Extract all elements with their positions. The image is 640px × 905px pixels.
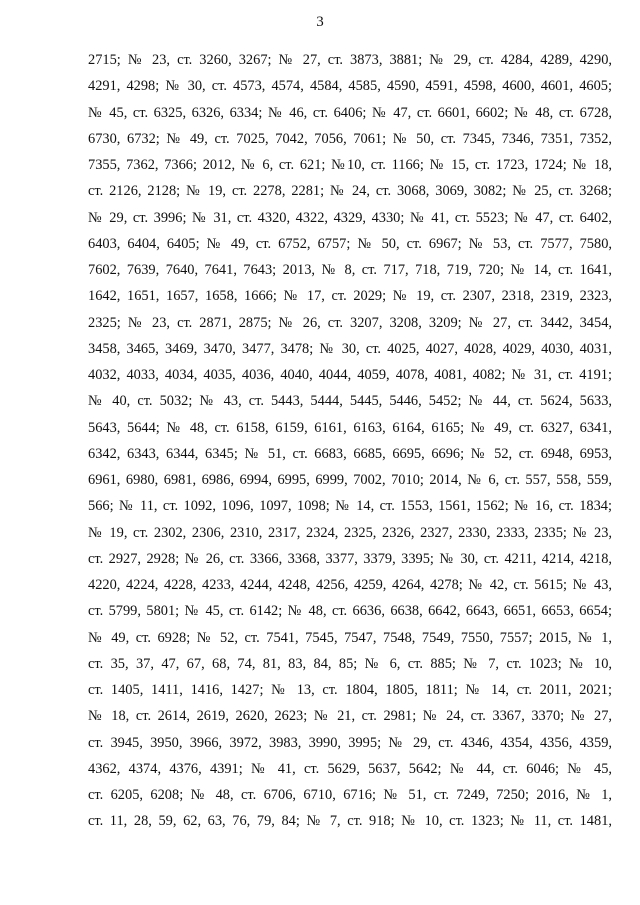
text-line: ст. 5799, 5801; № 45, ст. 6142; № 48, ст. 6636, 6638, 6642, 6643, 6651, 6653, 6654; xyxy=(88,603,612,620)
text-line: ст. 6205, 6208; № 48, ст. 6706, 6710, 6716; № 51, ст. 7249, 7250; 2016, № 1, xyxy=(88,787,612,803)
text-line: 3458, 3465, 3469, 3470, 3477, 3478; № 30, ст. 4025, 4027, 4028, 4029, 4030, 4031, xyxy=(88,340,612,357)
text-line: № 19, ст. 2302, 2306, 2310, 2317, 2324, 2325, 2326, 2327, 2330, 2333, 2335; № 23, xyxy=(88,524,612,541)
text-line: 7602, 7639, 7640, 7641, 7643; 2013, № 8, ст. 717, 718, 719, 720; № 14, ст. 1641, xyxy=(88,262,612,278)
text-line: ст. 2126, 2128; № 19, ст. 2278, 2281; № 24, ст. 3068, 3069, 3082; № 25, ст. 3268; xyxy=(88,183,612,200)
page-number: 3 xyxy=(316,14,324,30)
text-line: № 29, ст. 3996; № 31, ст. 4320, 4322, 4329, 4330; № 41, ст. 5523; № 47, ст. 6402, xyxy=(88,209,612,226)
text-line: 6342, 6343, 6344, 6345; № 51, ст. 6683, 6685, 6695, 6696; № 52, ст. 6948, 6953, xyxy=(88,445,612,462)
text-line: 2715; № 23, ст. 3260, 3267; № 27, ст. 3873, 3881; № 29, ст. 4284, 4289, 4290, xyxy=(88,52,612,68)
text-line: ст. 2927, 2928; № 26, ст. 3366, 3368, 3377, 3379, 3395; № 30, ст. 4211, 4214, 4218, xyxy=(88,550,612,567)
text-line: 6730, 6732; № 49, ст. 7025, 7042, 7056, 7061; № 50, ст. 7345, 7346, 7351, 7352, xyxy=(88,130,612,147)
text-line: 566; № 11, ст. 1092, 1096, 1097, 1098; № 14, ст. 1553, 1561, 1562; № 16, ст. 1834; xyxy=(88,498,612,515)
text-line: 4291, 4298; № 30, ст. 4573, 4574, 4584, 4585, 4590, 4591, 4598, 4600, 4601, 4605; xyxy=(88,78,612,95)
text-line: ст. 11, 28, 59, 62, 63, 76, 79, 84; № 7, ст. 918; № 10, ст. 1323; № 11, ст. 1481, xyxy=(88,813,612,830)
text-line: 1642, 1651, 1657, 1658, 1666; № 17, ст. 2029; № 19, ст. 2307, 2318, 2319, 2323, xyxy=(88,288,612,305)
text-line: № 40, ст. 5032; № 43, ст. 5443, 5444, 5445, 5446, 5452; № 44, ст. 5624, 5633, xyxy=(88,393,612,410)
text-line: 5643, 5644; № 48, ст. 6158, 6159, 6161, 6163, 6164, 6165; № 49, ст. 6327, 6341, xyxy=(88,419,612,436)
text-line: ст. 1405, 1411, 1416, 1427; № 13, ст. 1804, 1805, 1811; № 14, ст. 2011, 2021; xyxy=(88,682,612,698)
text-line: 6961, 6980, 6981, 6986, 6994, 6995, 6999, 7002, 7010; 2014, № 6, ст. 557, 558, 559, xyxy=(88,472,612,488)
text-line: 6403, 6404, 6405; № 49, ст. 6752, 6757; № 50, ст. 6967; № 53, ст. 7577, 7580, xyxy=(88,235,612,252)
text-line: 2325; № 23, ст. 2871, 2875; № 26, ст. 3207, 3208, 3209; № 27, ст. 3442, 3454, xyxy=(88,314,612,331)
text-line: № 18, ст. 2614, 2619, 2620, 2623; № 21, ст. 2981; № 24, ст. 3367, 3370; № 27, xyxy=(88,708,612,725)
text-line: ст. 3945, 3950, 3966, 3972, 3983, 3990, 3995; № 29, ст. 4346, 4354, 4356, 4359, xyxy=(88,734,612,751)
text-line: № 45, ст. 6325, 6326, 6334; № 46, ст. 6406; № 47, ст. 6601, 6602; № 48, ст. 6728, xyxy=(88,104,612,121)
text-line: ст. 35, 37, 47, 67, 68, 74, 81, 83, 84, 85; № 6, ст. 885; № 7, ст. 1023; № 10, xyxy=(88,655,612,672)
text-line: 7355, 7362, 7366; 2012, № 6, ст. 621; №10, ст. 1166; № 15, ст. 1723, 1724; № 18, xyxy=(88,157,612,173)
text-line: 4362, 4374, 4376, 4391; № 41, ст. 5629, 5637, 5642; № 44, ст. 6046; № 45, xyxy=(88,760,612,777)
text-line: 4032, 4033, 4034, 4035, 4036, 4040, 4044, 4059, 4078, 4081, 4082; № 31, ст. 4191; xyxy=(88,367,612,383)
text-line: № 49, ст. 6928; № 52, ст. 7541, 7545, 7547, 7548, 7549, 7550, 7557; 2015, № 1, xyxy=(88,629,612,646)
body-text xyxy=(88,47,612,835)
text-line: 4220, 4224, 4228, 4233, 4244, 4248, 4256, 4259, 4264, 4278; № 42, ст. 5615; № 43, xyxy=(88,577,612,593)
